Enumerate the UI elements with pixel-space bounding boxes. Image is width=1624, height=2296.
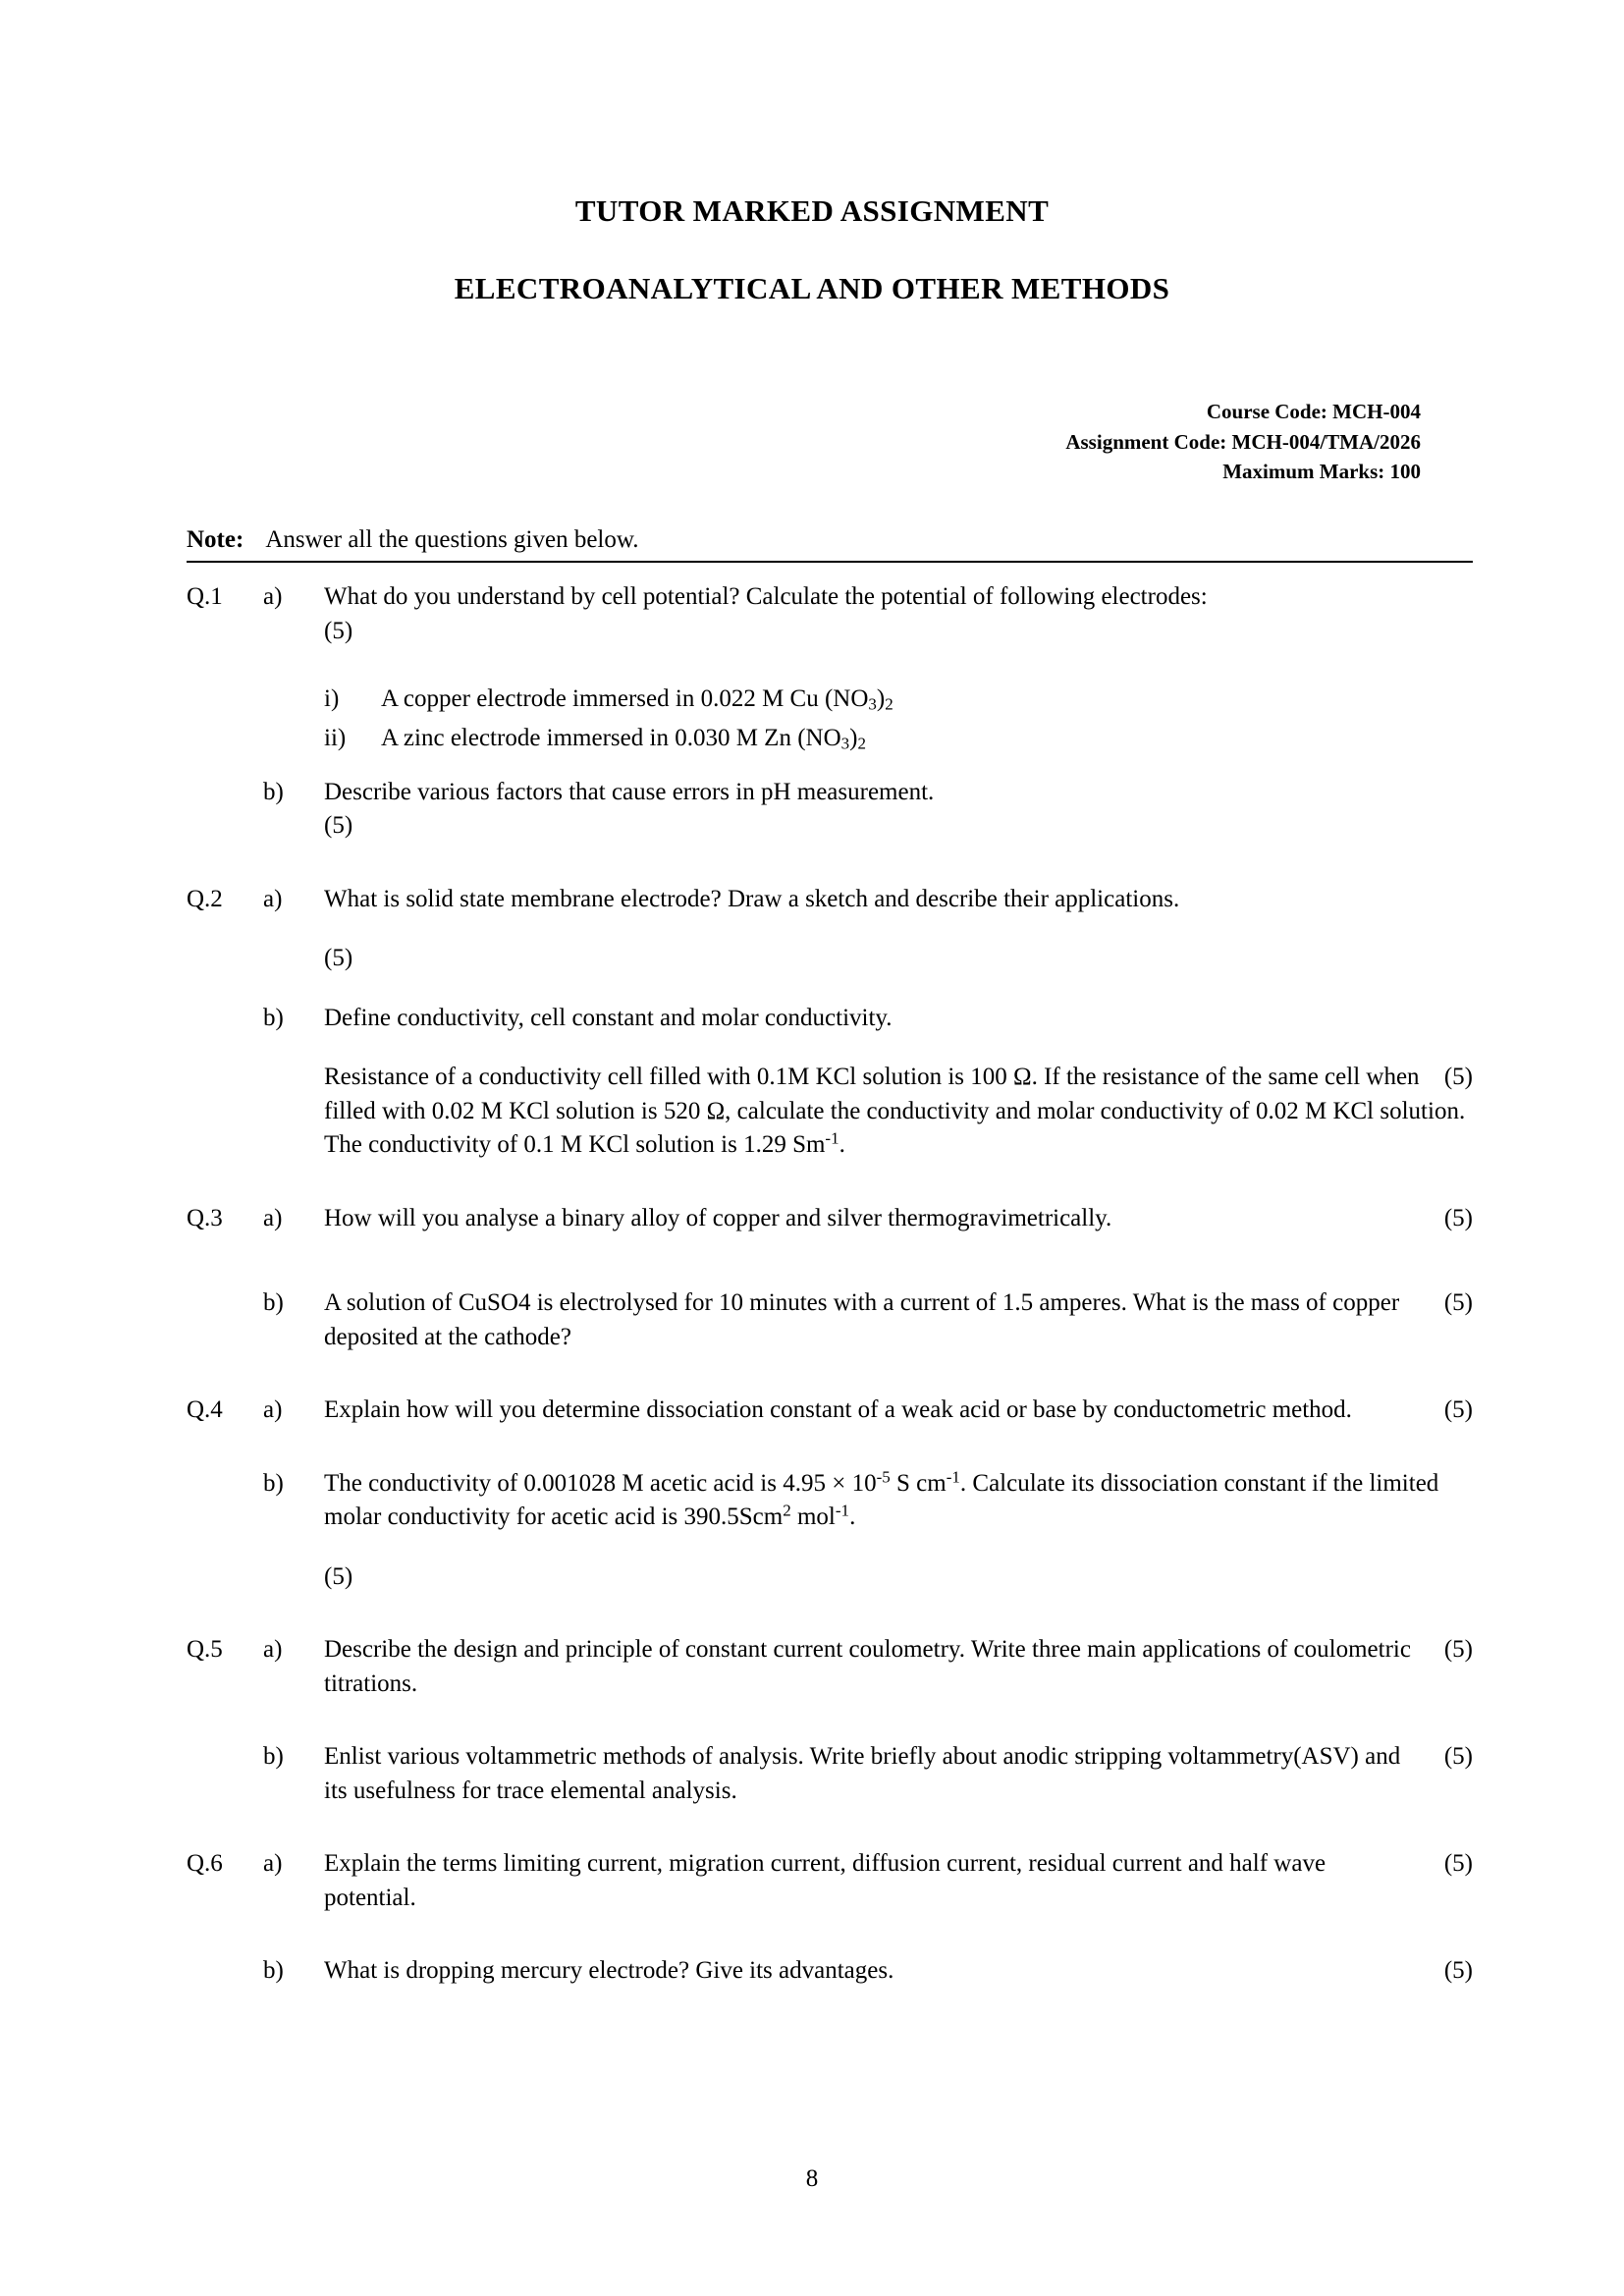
paragraph-text: Resistance of a conductivity cell filled with 0.1M KCl solution is 100 Ω. If the resistance of the same cell when filled with 0.02 M KCl solution is 520 Ω, calculate the conductivity and molar conductivity of 0.02 M KCl solution. The conductivity of 0.1 M KCl solution is 1.29 Sm	[324, 1064, 1466, 1159]
question-row	[187, 1954, 1473, 1989]
question-marks: (5)	[324, 1562, 353, 1590]
question-body	[324, 1633, 1473, 1701]
question-body	[324, 883, 1473, 976]
question-number: Q.2	[187, 885, 223, 912]
question-marks: (5)	[1443, 1850, 1473, 1878]
question-row	[187, 1633, 1473, 1701]
list-item	[324, 722, 1473, 756]
maximum-marks: Maximum Marks: 100	[1222, 460, 1421, 484]
spacer	[187, 1235, 1473, 1286]
question-part-label: b)	[263, 1004, 284, 1031]
superscript: -5	[876, 1467, 891, 1487]
spacer	[187, 1594, 1473, 1633]
question-part-label: b)	[263, 1469, 284, 1497]
question-marks: (5)	[1443, 1743, 1473, 1771]
question-part-label: b)	[263, 1743, 284, 1771]
question-part-label: b)	[263, 1957, 284, 1985]
question-marks: (5)	[1443, 1289, 1473, 1317]
question-row	[187, 1286, 1473, 1354]
spacer	[187, 1163, 1473, 1202]
question-row	[187, 1394, 1473, 1428]
question-part-label: a)	[263, 1850, 283, 1878]
subitem-label: i)	[324, 684, 340, 712]
list-item	[324, 683, 1473, 717]
assignment-code: Assignment Code: MCH-004/TMA/2026	[1065, 429, 1421, 454]
question-body	[324, 1394, 1473, 1428]
superscript: -1	[835, 1501, 850, 1520]
page-subtitle: ELECTROANALYTICAL AND OTHER METHODS	[454, 271, 1170, 306]
question-body	[324, 1002, 1473, 1163]
question-body	[324, 1286, 1473, 1354]
note-text: Answer all the questions given below.	[265, 525, 639, 553]
question-paragraph	[324, 1061, 1473, 1163]
spacer	[187, 1808, 1473, 1847]
question-marks: (5)	[324, 812, 353, 840]
question-marks: (5)	[1443, 1636, 1473, 1664]
question-row	[187, 1740, 1473, 1808]
note-row	[187, 524, 1473, 564]
subitem-text-main: A zinc electrode immersed in 0.030 M Zn (NO	[381, 725, 841, 752]
question-body	[324, 1847, 1473, 1915]
question-number: Q.6	[187, 1850, 223, 1878]
segment-text: mol	[790, 1503, 836, 1531]
question-marks: (5)	[324, 945, 353, 972]
spacer	[187, 1354, 1473, 1394]
question-part-label: a)	[263, 583, 283, 611]
spacer	[187, 1428, 1473, 1467]
segment-text: S cm	[890, 1469, 947, 1497]
question-text: Define conductivity, cell constant and molar conductivity.	[324, 1004, 893, 1031]
question-row	[187, 1002, 1473, 1163]
question-text: Enlist various voltammetric methods of analysis. Write briefly about anodic stripping voltammetry(ASV) and its usefulness for trace elemental analysis.	[324, 1743, 1401, 1804]
question-row	[187, 883, 1473, 976]
question-text: Explain how will you determine dissociation constant of a weak acid or base by conductometric method.	[324, 1396, 1352, 1424]
question-part-label: a)	[263, 1396, 283, 1424]
questions-list	[187, 580, 1473, 1989]
segment-text: .	[849, 1503, 856, 1531]
question-body	[324, 580, 1473, 762]
question-part-label: a)	[263, 1636, 283, 1664]
question-part-label: a)	[263, 885, 283, 912]
question-body	[324, 1467, 1473, 1595]
question-number: Q.1	[187, 583, 223, 611]
note-label: Note:	[187, 525, 244, 553]
question-number: Q.3	[187, 1204, 223, 1231]
segment-text: . Calculate its dissociation constant if the limited molar conductivity for acetic acid is 390.5Scm	[324, 1469, 1439, 1531]
paragraph-text-end: .	[839, 1131, 845, 1159]
question-marks: (5)	[1443, 1064, 1473, 1091]
subscript: 2	[885, 694, 893, 714]
subscript: 3	[840, 734, 850, 753]
question-row	[187, 580, 1473, 762]
superscript: -1	[946, 1467, 960, 1487]
question-number: Q.4	[187, 1396, 223, 1424]
subitem-text-mid: )	[876, 684, 886, 712]
segment-text: The conductivity of 0.001028 M acetic acid is 4.95 × 10	[324, 1469, 877, 1497]
question-text	[324, 1467, 1473, 1535]
subitem-text-main: A copper electrode immersed in 0.022 M Cu (NO	[381, 684, 869, 712]
subitem-text	[381, 722, 1473, 756]
question-text: A solution of CuSO4 is electrolysed for 10 minutes with a current of 1.5 amperes. What is the mass of copper deposited at the cathode?	[324, 1289, 1400, 1350]
question-text: How will you analyse a binary alloy of copper and silver thermogravimetrically.	[324, 1204, 1112, 1231]
question-text: What do you understand by cell potential? Calculate the potential of following electrodes:	[324, 583, 1208, 611]
question-marks: (5)	[1443, 1957, 1473, 1985]
superscript: 2	[783, 1501, 791, 1520]
question-marks: (5)	[1443, 1396, 1473, 1424]
course-meta-block	[0, 397, 1624, 486]
question-subitems	[324, 683, 1473, 756]
spacer	[187, 762, 1473, 776]
question-part-label: a)	[263, 1204, 283, 1231]
course-code: Course Code: MCH-004	[1206, 400, 1421, 424]
spacer	[324, 1535, 1473, 1560]
question-text: Explain the terms limiting current, migration current, diffusion current, residual current and half wave potential.	[324, 1850, 1326, 1911]
subscript: 3	[868, 694, 877, 714]
question-body	[324, 1202, 1473, 1236]
spacer	[187, 1915, 1473, 1954]
question-body	[324, 1954, 1473, 1989]
spacer	[187, 976, 1473, 1002]
page-title: TUTOR MARKED ASSIGNMENT	[574, 193, 1050, 228]
spacer	[187, 844, 1473, 883]
question-part-label: b)	[263, 778, 284, 805]
question-number: Q.5	[187, 1636, 223, 1664]
question-marks: (5)	[1443, 1204, 1473, 1231]
question-text: What is dropping mercury electrode? Give its advantages.	[324, 1957, 894, 1985]
question-marks: (5)	[324, 617, 353, 644]
question-row	[187, 1202, 1473, 1236]
spacer	[187, 1701, 1473, 1740]
question-part-label: b)	[263, 1289, 284, 1317]
question-body	[324, 1740, 1473, 1808]
question-text: Describe various factors that cause errors in pH measurement.	[324, 778, 935, 805]
subscript: 2	[857, 734, 866, 753]
subitem-text-mid: )	[849, 725, 858, 752]
spacer	[324, 916, 1473, 942]
spacer	[324, 1035, 1473, 1061]
question-row	[187, 776, 1473, 844]
question-body	[324, 776, 1473, 844]
question-row	[187, 1847, 1473, 1915]
title-block	[0, 0, 1624, 306]
page-number: 8	[805, 2165, 819, 2192]
superscript: -1	[825, 1128, 839, 1148]
question-text: Describe the design and principle of constant current coulometry. Write three main applications of coulometric titrations.	[324, 1636, 1411, 1697]
question-row	[187, 1467, 1473, 1595]
subitem-label: ii)	[324, 725, 347, 752]
question-text: What is solid state membrane electrode? Draw a sketch and describe their applications.	[324, 885, 1180, 912]
subitem-text	[381, 683, 1473, 717]
